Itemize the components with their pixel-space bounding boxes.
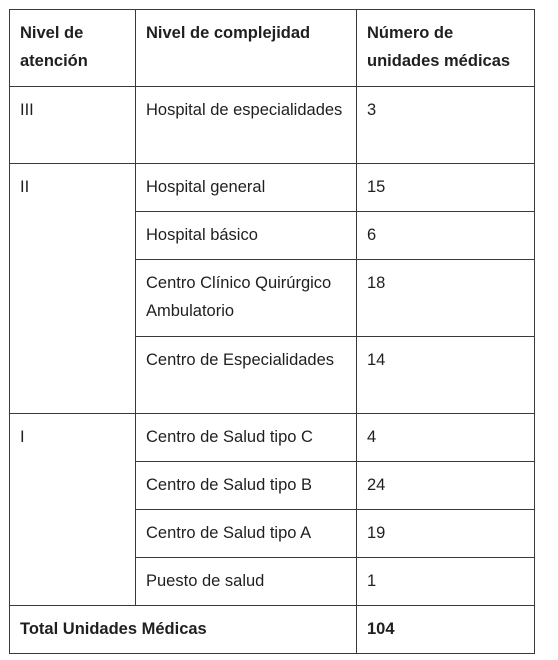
total-row: [10, 606, 535, 654]
table-row: [10, 414, 535, 462]
total-label: Total Unidades Médicas: [10, 606, 357, 654]
header-row: [10, 10, 535, 87]
complexity-cell: Centro de Especialidades: [136, 337, 357, 414]
complexity-cell: Centro de Salud tipo B: [136, 462, 357, 510]
level-cell: III: [10, 87, 136, 164]
count-cell: 3: [357, 87, 535, 164]
complexity-cell: Puesto de salud: [136, 558, 357, 606]
count-cell: 1: [357, 558, 535, 606]
complexity-cell: Centro Clínico Quirúrgico Ambulatorio: [136, 260, 357, 337]
header-nivel-complejidad: Nivel de complejidad: [136, 10, 357, 87]
complexity-cell: Centro de Salud tipo A: [136, 510, 357, 558]
level-cell: I: [10, 414, 136, 606]
count-cell: 15: [357, 164, 535, 212]
count-cell: 4: [357, 414, 535, 462]
count-cell: 6: [357, 212, 535, 260]
total-count: 104: [357, 606, 535, 654]
count-cell: 18: [357, 260, 535, 337]
table-row: [10, 164, 535, 212]
header-nivel-atencion: Nivel de atención: [10, 10, 136, 87]
table-row: [10, 87, 535, 164]
count-cell: 24: [357, 462, 535, 510]
complexity-cell: Hospital básico: [136, 212, 357, 260]
header-numero-unidades: Número de unidades médicas: [357, 10, 535, 87]
complexity-cell: Hospital general: [136, 164, 357, 212]
medical-units-table: [9, 9, 535, 654]
count-cell: 14: [357, 337, 535, 414]
complexity-cell: Hospital de especialidades: [136, 87, 357, 164]
complexity-cell: Centro de Salud tipo C: [136, 414, 357, 462]
level-cell: II: [10, 164, 136, 414]
count-cell: 19: [357, 510, 535, 558]
